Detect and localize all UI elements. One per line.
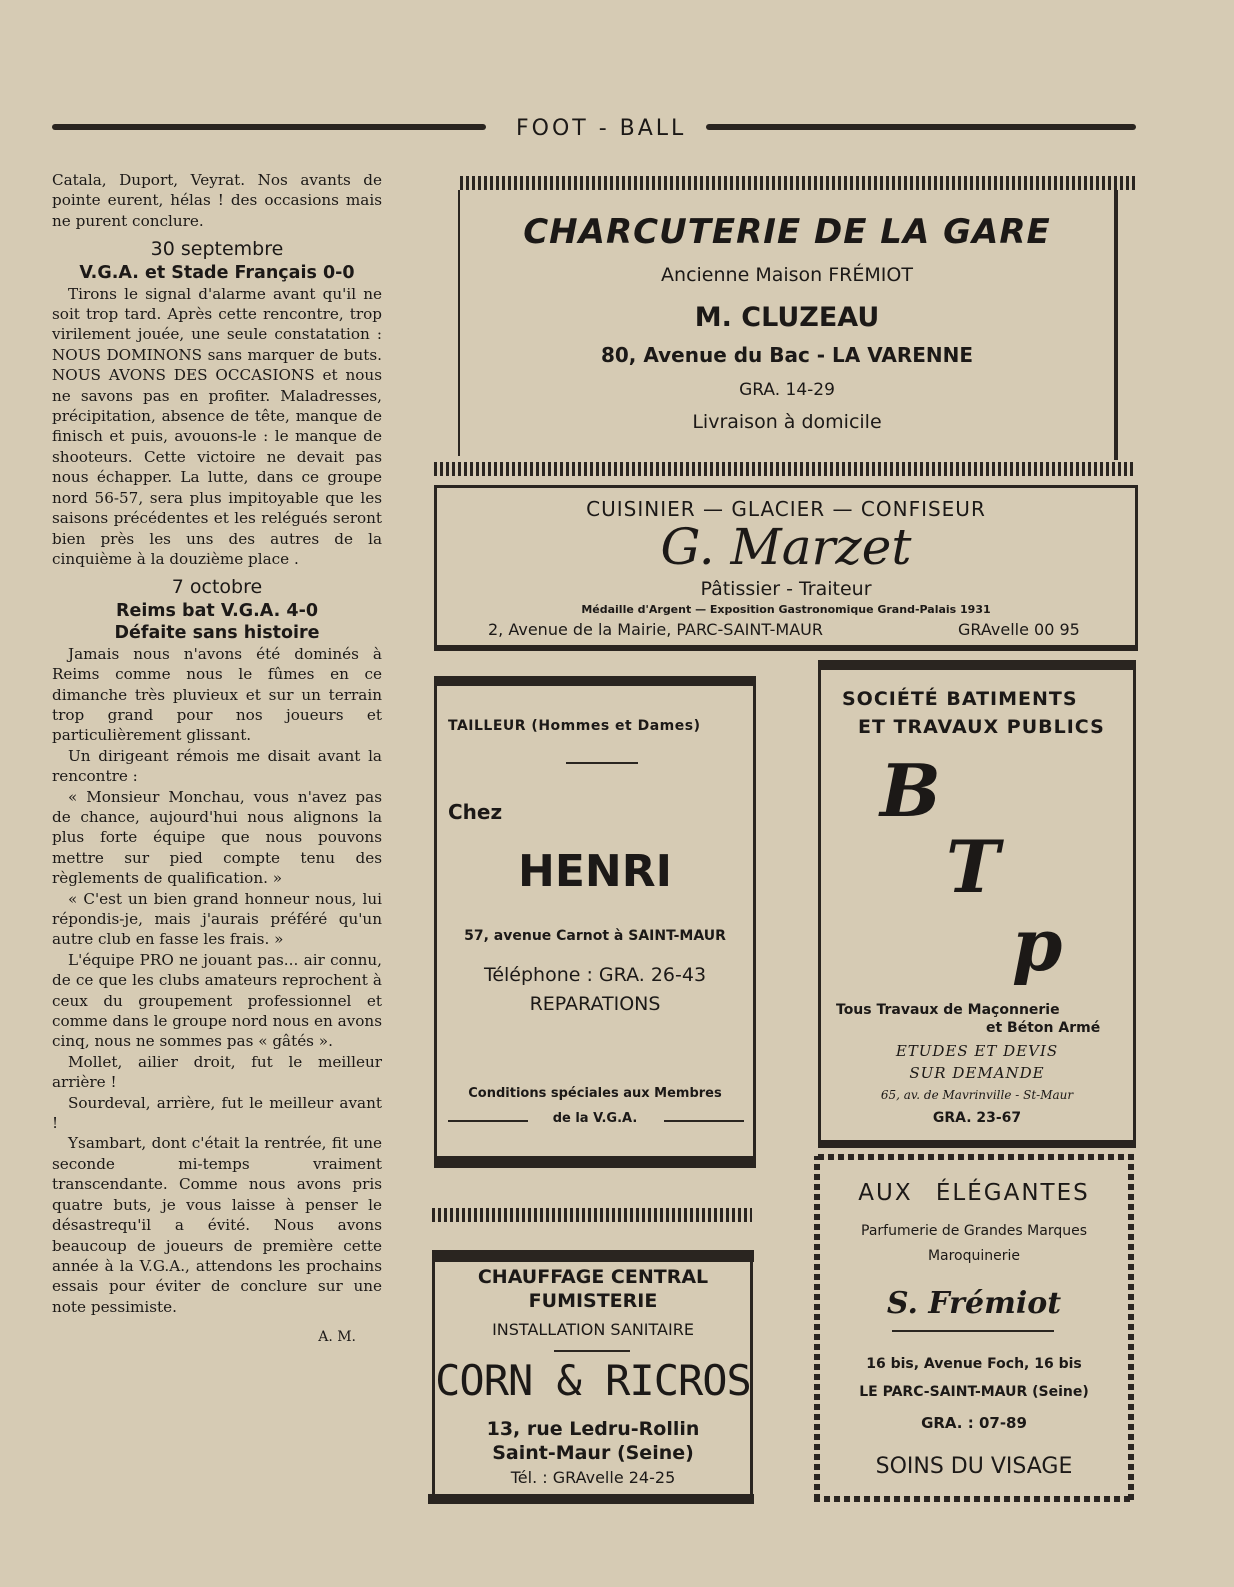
logo-letter-b: B xyxy=(880,748,941,833)
address: 2, Avenue de la Mairie, PARC-SAINT-MAUR xyxy=(488,620,823,639)
address: 65, av. de Mavrinville - St-Maur xyxy=(880,1088,1074,1102)
logo-letter-p: p xyxy=(1012,902,1063,987)
box-border-top xyxy=(432,1250,754,1262)
box-border-bottom xyxy=(428,1494,754,1504)
section-subheadline: Défaite sans histoire xyxy=(114,622,320,643)
service: SOINS DU VISAGE xyxy=(875,1454,1073,1479)
address-line1: 13, rue Ledru-Rollin xyxy=(486,1418,700,1440)
address-line2: Saint-Maur (Seine) xyxy=(492,1442,694,1464)
section-headline: Reims bat V.G.A. 4-0 xyxy=(115,600,319,621)
service-line3: INSTALLATION SANITAIRE xyxy=(492,1320,694,1339)
shop-name: CHARCUTERIE DE LA GARE xyxy=(523,212,1051,252)
header-rule-right xyxy=(706,124,1136,130)
address: 57, avenue Carnot à SAINT-MAUR xyxy=(464,928,726,944)
page-section-title: FOOT - BALL xyxy=(516,116,687,141)
divider xyxy=(554,1350,630,1352)
conditions: Conditions spéciales aux Membres xyxy=(468,1086,722,1101)
article-paragraph: « Monsieur Monchau, vous n'avez pas de chance, aujourd'hui nous alignons la plus forte équipe que nous pouvons mettre sur pied compte tenu des règlements de qualification. » xyxy=(52,787,382,888)
section-date: 7 octobre xyxy=(171,576,263,599)
phone: GRA. 14-29 xyxy=(739,380,835,400)
former-owner: Ancienne Maison FRÉMIOT xyxy=(661,264,913,286)
divider xyxy=(566,762,638,764)
company-line1: SOCIÉTÉ BATIMENTS xyxy=(842,688,1078,710)
phone: Tél. : GRAvelle 24-25 xyxy=(510,1468,676,1487)
studies-line2: SUR DEMANDE xyxy=(909,1064,1045,1082)
article-paragraph: L'équipe PRO ne jouant pas... air connu, de ce que les clubs amateurs reprochent à ceux du groupement professionnel et comme dans le groupe nord nous en avons cinq, nous ne sommes pas « gâtés ». xyxy=(52,950,382,1051)
article-paragraph: Un dirigeant rémois me disait avant la rencontre : xyxy=(52,746,382,786)
phone: Téléphone : GRA. 26-43 xyxy=(483,964,707,986)
trades: CUISINIER — GLACIER — CONFISEUR xyxy=(586,497,986,521)
address-line1: 16 bis, Avenue Foch, 16 bis xyxy=(866,1356,1082,1372)
article xyxy=(52,170,382,1348)
hatched-border-top xyxy=(460,176,1136,190)
address-line2: LE PARC-SAINT-MAUR (Seine) xyxy=(859,1384,1089,1400)
logo-letter-t: T xyxy=(946,824,1000,909)
delivery: Livraison à domicile xyxy=(692,411,882,433)
zigzag-border-bottom xyxy=(814,1496,1130,1502)
specialty-line2: Maroquinerie xyxy=(927,1248,1021,1264)
medal: Médaille d'Argent — Exposition Gastronomique Grand-Palais 1931 xyxy=(581,603,991,616)
service-line1: CHAUFFAGE CENTRAL xyxy=(477,1266,709,1288)
company-name: CORN & RICROS xyxy=(435,1356,751,1405)
owner-name: M. CLUZEAU xyxy=(694,302,880,333)
article-paragraph: Jamais nous n'avons été dominés à Reims comme nous le fûmes en ce dimanche très pluvieux et sur un terrain trop grand pour nos joueurs et particulièrement glissant. xyxy=(52,644,382,745)
zigzag-border-right xyxy=(1128,1156,1134,1500)
owner-name: S. Frémiot xyxy=(886,1286,1062,1321)
address: 80, Avenue du Bac - LA VARENNE xyxy=(600,343,974,367)
section-date: 30 septembre xyxy=(150,238,284,261)
company-line2: ET TRAVAUX PUBLICS xyxy=(858,716,1105,738)
works-line1: Tous Travaux de Maçonnerie xyxy=(836,1002,1060,1018)
shop-name: AUX ÉLÉGANTES xyxy=(858,1180,1090,1206)
box-border-right xyxy=(1114,190,1118,460)
shop-name: HENRI xyxy=(518,846,672,897)
article-intro: Catala, Duport, Veyrat. Nos avants de pointe eurent, hélas ! des occasions mais ne purent conclure. xyxy=(52,171,382,230)
phone: GRA. : 07-89 xyxy=(921,1414,1027,1432)
repairs: REPARATIONS xyxy=(529,993,661,1015)
header-rule-left xyxy=(52,124,486,130)
hatched-border-bottom xyxy=(434,462,1136,476)
article-paragraph: Tirons le signal d'alarme avant qu'il ne soit trop tard. Après cette rencontre, trop virilement jouée, une seule constatation : NOUS DOMINONS sans marquer de buts. NOUS AVONS DES OCCASIONS et nous ne savons pas en profiter. Maladresses, précipitation, absence de tête, manque de finisch et puis, avouons-le : le manque de shooteurs. Cette victoire ne devait pas nous échapper. La lutte, dans ce groupe nord 56-57, sera plus impitoyable que les saisons précédentes et les relégués seront bien près les uns des autres de la cinquième à la douzième place . xyxy=(52,284,382,568)
zigzag-border-top xyxy=(818,1154,1136,1160)
members: de la V.G.A. xyxy=(552,1111,638,1126)
article-paragraph: Ysambart, dont c'était la rentrée, fit une seconde mi-temps vraiment transcendante. Comme nous avons pris quatre buts, je vous laisse à penser le désastrequ'il a évité. Nous avons beaucoup de joueurs de première cette année à la V.G.A., attendons les prochains essais pour éviter de conclure sur une note pessimiste. xyxy=(52,1134,382,1316)
phone: GRA. 23-67 xyxy=(932,1110,1022,1126)
specialty-line1: Parfumerie de Grandes Marques xyxy=(861,1223,1087,1239)
article-signature: A. M. xyxy=(318,1329,356,1346)
hatched-border-top xyxy=(432,1208,752,1222)
article-paragraph: Sourdeval, arrière, fut le meilleur avant ! xyxy=(52,1093,382,1133)
shop-name: G. Marzet xyxy=(660,518,912,576)
article-paragraph: « C'est un bien grand honneur nous, lui répondis-je, mais j'aurais préféré qu'un autre club en fasse les frais. » xyxy=(52,889,382,949)
zigzag-border-left xyxy=(814,1156,820,1500)
studies-line1: ETUDES ET DEVIS xyxy=(895,1042,1059,1060)
section-headline: V.G.A. et Stade Français 0-0 xyxy=(79,262,355,283)
trade: TAILLEUR (Hommes et Dames) xyxy=(448,718,701,734)
article-paragraph: Mollet, ailier droit, fut le meilleur arrière ! xyxy=(52,1052,382,1092)
subtitle: Pâtissier - Traiteur xyxy=(700,578,872,600)
works-line2: et Béton Armé xyxy=(986,1020,1101,1036)
service-line2: FUMISTERIE xyxy=(528,1290,658,1312)
phone: GRAvelle 00 95 xyxy=(958,620,1080,639)
chez: Chez xyxy=(448,800,503,824)
dash xyxy=(664,1120,744,1122)
divider xyxy=(892,1330,1054,1332)
